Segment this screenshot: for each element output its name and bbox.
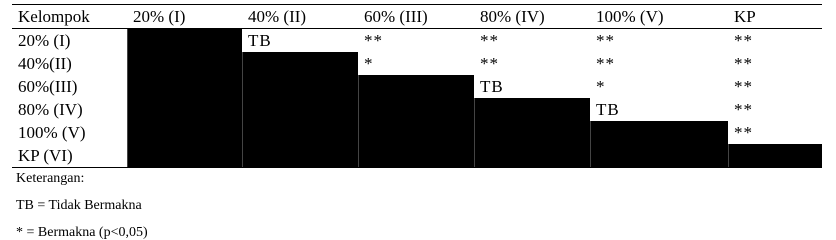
table-header-row xyxy=(12,5,822,29)
table-cell: ** xyxy=(734,100,753,119)
row-label: 100% (V) xyxy=(18,123,86,142)
filled-cell xyxy=(728,144,822,168)
row-label: 20% (I) xyxy=(18,31,71,50)
table-cell: * xyxy=(596,77,606,96)
header-40: 40% (II) xyxy=(242,5,358,29)
table-cell: ** xyxy=(734,77,753,96)
filled-cell xyxy=(474,144,590,168)
table-cell: ** xyxy=(480,31,499,50)
table-cell: TB xyxy=(480,77,504,96)
header-60: 60% (III) xyxy=(358,5,474,29)
filled-cell xyxy=(242,144,358,168)
note-tb: TB = Tidak Bermakna xyxy=(16,198,142,213)
row-label: 80% (IV) xyxy=(18,100,83,119)
filled-cell xyxy=(242,75,358,98)
table-row xyxy=(12,144,822,168)
row-label: KP (VI) xyxy=(12,144,127,168)
filled-cell xyxy=(127,75,242,98)
filled-cell xyxy=(358,144,474,168)
table-cell: ** xyxy=(480,54,499,73)
filled-cell xyxy=(127,144,242,168)
filled-cell xyxy=(127,29,242,53)
table-cell: ** xyxy=(734,54,753,73)
filled-cell xyxy=(358,75,474,98)
table-cell: TB xyxy=(596,100,620,119)
header-80: 80% (IV) xyxy=(474,5,590,29)
table-row xyxy=(12,29,822,53)
table-row xyxy=(12,75,822,98)
filled-cell xyxy=(242,52,358,75)
header-kp: KP xyxy=(728,5,822,29)
filled-cell xyxy=(590,144,728,168)
table-row xyxy=(12,98,822,121)
notes-title: Keterangan: xyxy=(16,171,85,186)
filled-cell xyxy=(242,98,358,121)
table-cell: * xyxy=(364,54,374,73)
table-cell: ** xyxy=(734,123,753,142)
legend-notes xyxy=(16,165,148,240)
header-100: 100% (V) xyxy=(590,5,728,29)
row-label: 60%(III) xyxy=(18,77,78,96)
filled-cell xyxy=(590,121,728,144)
filled-cell xyxy=(358,121,474,144)
note-significant: * = Bermakna (p<0,05) xyxy=(16,225,148,240)
filled-cell xyxy=(474,121,590,144)
table-cell: ** xyxy=(596,31,615,50)
filled-cell xyxy=(127,98,242,121)
filled-cell xyxy=(358,98,474,121)
filled-cell xyxy=(127,52,242,75)
table-cell: ** xyxy=(734,31,753,50)
filled-cell xyxy=(242,121,358,144)
significance-matrix-table xyxy=(12,4,822,168)
header-20: 20% (I) xyxy=(127,5,242,29)
filled-cell xyxy=(474,98,590,121)
row-label: 40%(II) xyxy=(18,54,72,73)
table-cell: ** xyxy=(596,54,615,73)
table-cell: TB xyxy=(248,31,272,50)
filled-cell xyxy=(127,121,242,144)
table-cell: ** xyxy=(364,31,383,50)
header-kelompok: Kelompok xyxy=(12,5,127,29)
table-row xyxy=(12,121,822,144)
table-row xyxy=(12,52,822,75)
